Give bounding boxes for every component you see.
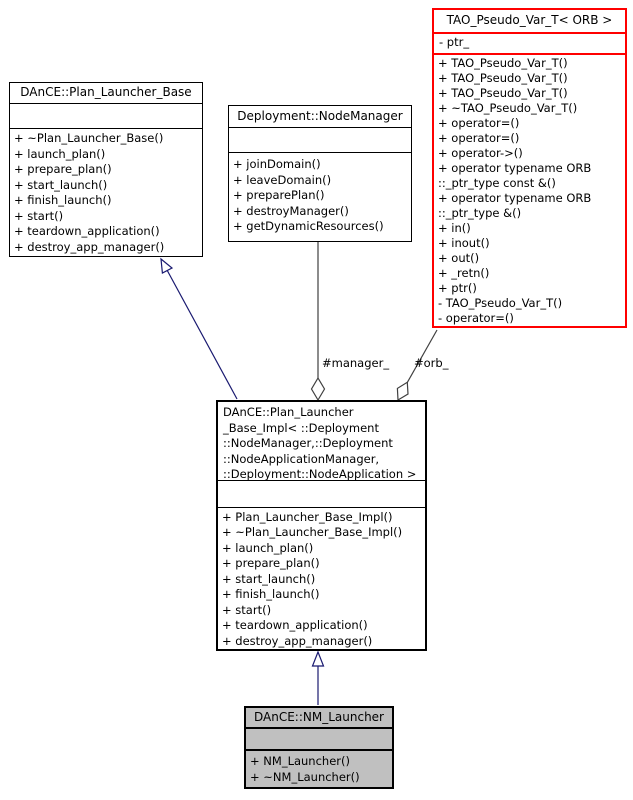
method-item: + ~Plan_Launcher_Base_Impl()	[222, 525, 403, 539]
class-box-plan-launcher-base[interactable]	[9, 82, 203, 257]
method-item: + operator typename ORB	[438, 191, 592, 205]
class-box-tao-pseudo-var-t[interactable]	[432, 8, 627, 328]
class-title-line: ::NodeManager,::Deployment	[223, 436, 393, 450]
class-title: TAO_Pseudo_Var_T< ORB >	[434, 10, 625, 34]
method-item: + teardown_application()	[14, 224, 160, 238]
class-title: DAnCE::Plan_Launcher_Base	[10, 83, 202, 104]
method-item: + out()	[438, 251, 480, 265]
method-item: + TAO_Pseudo_Var_T()	[438, 86, 568, 100]
class-box-node-manager[interactable]	[228, 105, 412, 242]
class-title-line: ::Deployment::NodeApplication >	[223, 467, 417, 481]
inheritance-edge-impl-to-base	[161, 259, 237, 399]
method-item: + finish_launch()	[222, 587, 320, 601]
class-attributes	[10, 104, 202, 129]
method-item: + launch_plan()	[222, 540, 314, 555]
method-item: + start_launch()	[222, 571, 316, 586]
class-title: Deployment::NodeManager	[229, 106, 411, 128]
class-attributes	[229, 128, 411, 153]
method-item: + ~TAO_Pseudo_Var_T()	[438, 101, 578, 115]
method-item: + operator typename ORB	[438, 161, 592, 175]
edge-label-orb: #orb_	[414, 356, 449, 370]
aggregation-edge-manager	[312, 242, 325, 400]
class-methods	[246, 751, 392, 787]
class-box-nm-launcher[interactable]	[244, 706, 394, 789]
inheritance-edge-nml-to-impl	[313, 652, 324, 705]
method-item: + prepare_plan()	[222, 556, 320, 570]
method-item: + joinDomain()	[233, 157, 321, 171]
method-item: + launch_plan()	[14, 146, 106, 161]
method-item: + ptr()	[438, 281, 477, 295]
method-item: + start()	[222, 602, 272, 617]
method-item: + prepare_plan()	[14, 162, 112, 176]
class-title	[218, 402, 425, 481]
method-item: + start_launch()	[14, 177, 108, 192]
attribute-item: - ptr_	[439, 35, 470, 50]
class-methods	[218, 508, 425, 650]
method-item: + TAO_Pseudo_Var_T()	[438, 56, 568, 70]
class-box-plan-launcher-base-impl[interactable]	[216, 400, 427, 651]
method-item: + destroyManager()	[233, 203, 349, 218]
method-item: + leaveDomain()	[233, 172, 332, 187]
method-item: + NM_Launcher()	[250, 754, 350, 768]
method-item: + destroy_app_manager()	[222, 633, 373, 648]
method-item: + _retn()	[438, 266, 490, 280]
method-item: + getDynamicResources()	[233, 219, 384, 233]
class-methods	[434, 55, 625, 326]
method-item: + in()	[438, 221, 471, 235]
edge-label-manager: #manager_	[322, 356, 390, 370]
class-title-line: _Base_Impl< ::Deployment	[223, 420, 379, 435]
class-attributes	[218, 481, 425, 508]
class-title-line: ::NodeApplicationManager,	[223, 451, 380, 466]
class-attributes	[434, 34, 625, 55]
method-item: + teardown_application()	[222, 618, 368, 632]
method-item: ::_ptr_type &()	[438, 206, 522, 220]
method-item: ::_ptr_type const &()	[438, 176, 556, 190]
method-item: + preparePlan()	[233, 188, 325, 202]
class-methods	[10, 129, 202, 256]
method-item: + operator=()	[438, 131, 520, 145]
method-item: + ~NM_Launcher()	[250, 769, 360, 784]
method-item: + inout()	[438, 236, 490, 250]
class-attributes	[246, 729, 392, 751]
method-item: - operator=()	[438, 311, 514, 325]
class-title-line: DAnCE::Plan_Launcher	[223, 405, 354, 419]
class-methods	[229, 153, 411, 241]
method-item: + Plan_Launcher_Base_Impl()	[222, 509, 393, 524]
method-item: + finish_launch()	[14, 193, 112, 207]
method-item: - TAO_Pseudo_Var_T()	[438, 296, 563, 310]
class-title: DAnCE::NM_Launcher	[246, 708, 392, 729]
method-item: + ~Plan_Launcher_Base()	[14, 131, 164, 145]
method-item: + TAO_Pseudo_Var_T()	[438, 71, 568, 85]
method-item: + operator=()	[438, 116, 520, 130]
method-item: + destroy_app_manager()	[14, 239, 165, 254]
method-item: + start()	[14, 208, 64, 223]
method-item: + operator->()	[438, 146, 523, 160]
